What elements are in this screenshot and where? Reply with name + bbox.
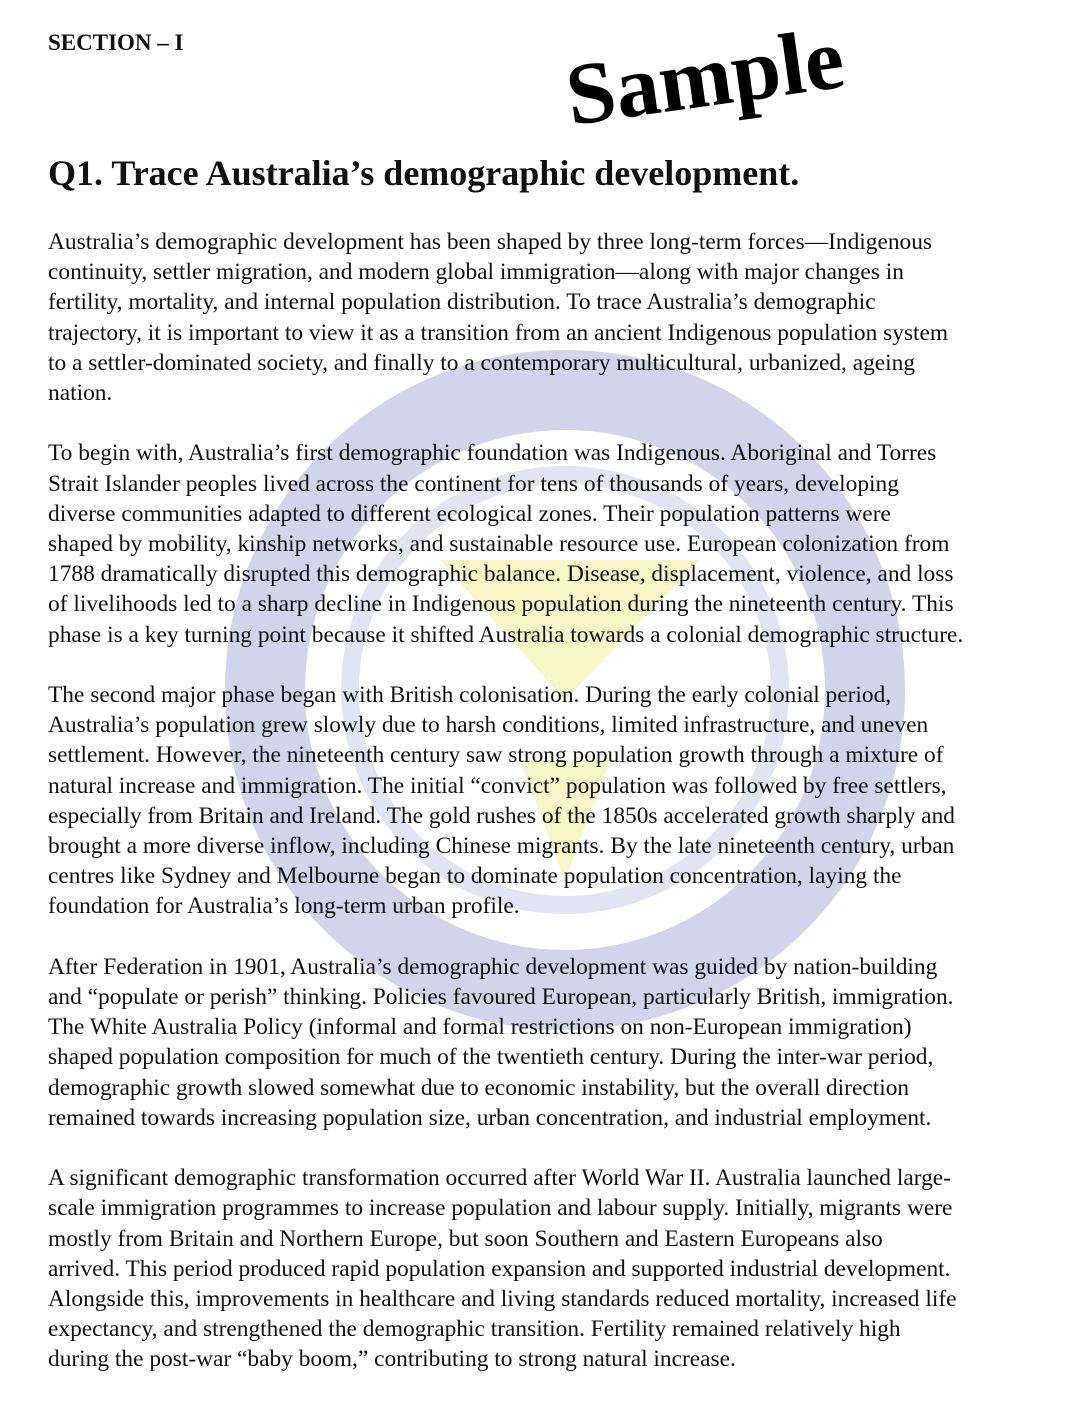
text-line: fertility, mortality, and internal population distribution. To trace Australia’s demographic [48,289,876,316]
text-line: natural increase and immigration. The initial “convict” population was followed by free settlers, [48,772,947,799]
text-line: especially from Britain and Ireland. The gold rushes of the 1850s accelerated growth sharply and [48,802,955,829]
paragraph [48,952,963,1133]
paragraph [48,680,963,922]
text-line: trajectory, it is important to view it as a transition from an ancient Indigenous population system [48,319,949,346]
text-line: demographic growth slowed somewhat due to economic instability, but the overall direction [48,1074,910,1101]
paragraph [48,227,963,408]
text-line: centres like Sydney and Melbourne began to dominate population concentration, laying the [48,863,902,890]
text-line: To begin with, Australia’s first demographic foundation was Indigenous. Aboriginal and Torres [48,440,937,467]
text-line: phase is a key turning point because it shifted Australia towards a colonial demographic structure. [48,621,964,648]
text-line: arrived. This period produced rapid population expansion and supported industrial development. [48,1255,951,1282]
text-line: settlement. However, the nineteenth century saw strong population growth through a mixture of [48,742,944,769]
text-line: 1788 dramatically disrupted this demographic balance. Disease, displacement, violence, and loss [48,561,954,588]
text-line: The White Australia Policy (informal and formal restrictions on non-European immigration) [48,1014,912,1041]
text-line: expectancy, and strengthened the demographic transition. Fertility remained relatively high [48,1316,901,1343]
text-line: of livelihoods led to a sharp decline in Indigenous population during the nineteenth century. This [48,591,954,618]
text-line: and “populate or perish” thinking. Policies favoured European, particularly British, immigration. [48,984,954,1011]
text-line: The second major phase began with British colonisation. During the early colonial period, [48,682,892,709]
text-line: foundation for Australia’s long-term urban profile. [48,893,520,920]
text-line: After Federation in 1901, Australia’s demographic development was guided by nation-building [48,953,938,980]
sample-stamp: Sample [560,10,850,145]
text-line: Australia’s demographic development has been shaped by three long-term forces—Indigenous [48,229,933,255]
text-line: nation. [48,380,113,407]
answer-body [48,227,963,1405]
text-line: continuity, settler migration, and modern global immigration—along with major changes in [48,259,904,286]
text-line: brought a more diverse inflow, including Chinese migrants. By the late nineteenth century, urban [48,833,955,860]
section-heading: SECTION – I [48,30,184,55]
text-line: Strait Islander peoples lived across the continent for tens of thousands of years, developing [48,470,899,497]
text-line: Alongside this, improvements in healthcare and living standards reduced mortality, increased life [48,1286,957,1313]
text-line: to a settler-dominated society, and finally to a contemporary multicultural, urbanized, ageing [48,349,916,376]
question-title: Q1. Trace Australia’s demographic development. [48,153,800,193]
text-line: mostly from Britain and Northern Europe, but soon Southern and Eastern Europeans also [48,1225,883,1252]
text-line: A significant demographic transformation occurred after World War II. Australia launched large- [48,1165,951,1192]
text-line: shaped by mobility, kinship networks, and sustainable resource use. European colonization from [48,531,950,558]
paragraph [48,1163,963,1374]
text-line: during the post-war “baby boom,” contributing to strong natural increase. [48,1346,736,1373]
text-line: scale immigration programmes to increase population and labour supply. Initially, migrants were [48,1195,953,1222]
paragraph [48,438,963,649]
text-line: shaped population composition for much of the twentieth century. During the inter-war period, [48,1044,934,1071]
text-line: remained towards increasing population size, urban concentration, and industrial employment. [48,1104,932,1131]
text-line: diverse communities adapted to different ecological zones. Their population patterns were [48,500,891,527]
text-line: Australia’s population grew slowly due to harsh conditions, limited infrastructure, and uneven [48,712,929,739]
